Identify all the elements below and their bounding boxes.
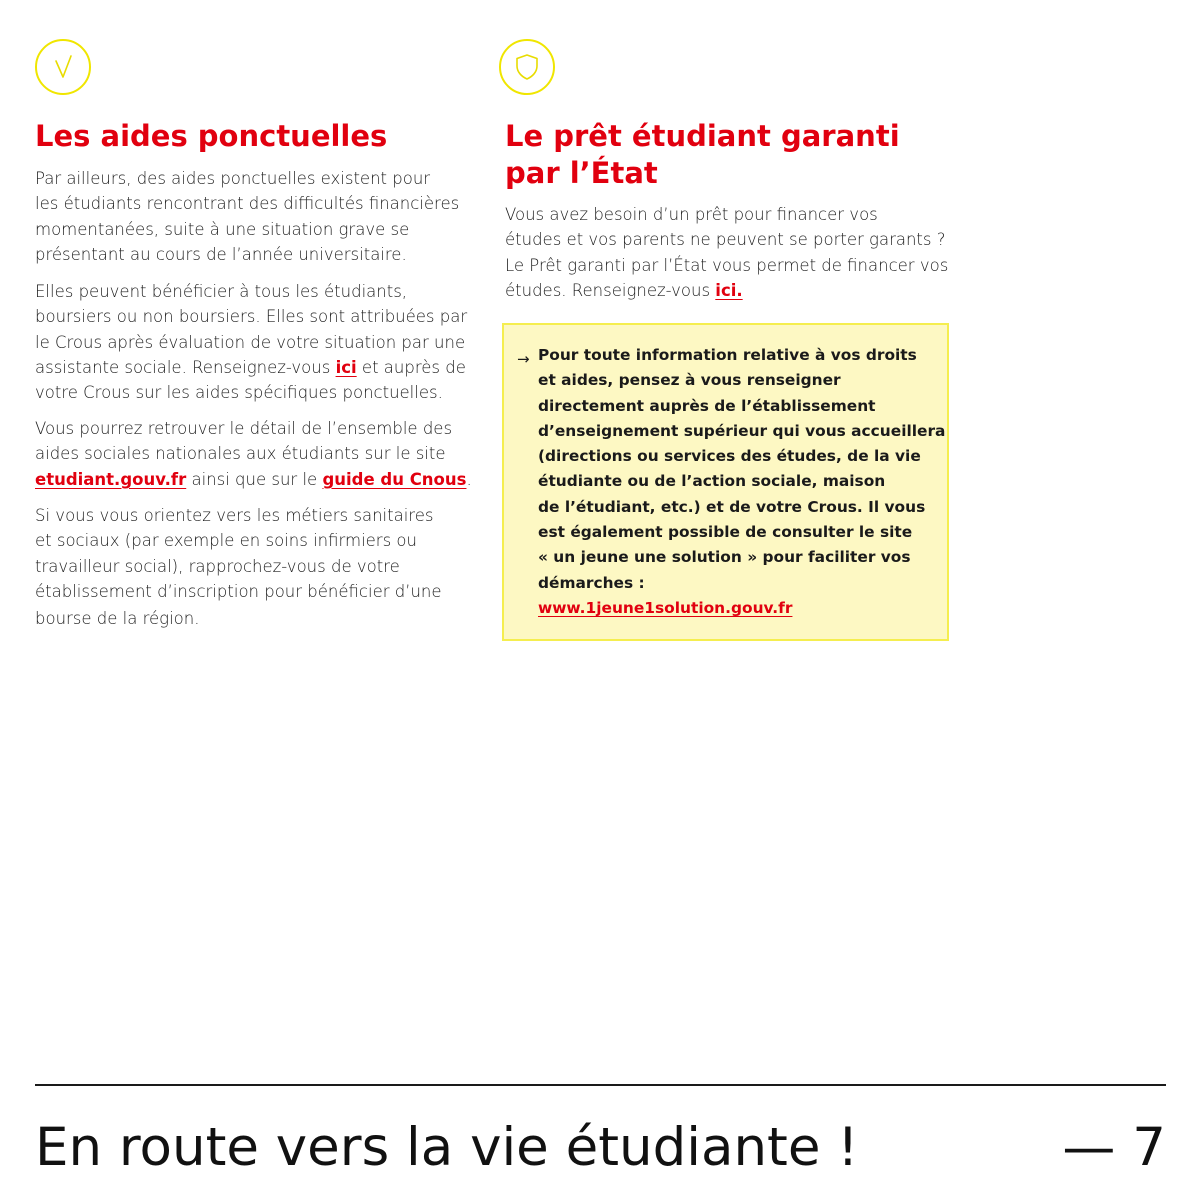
arrow-right-icon: → <box>517 350 530 368</box>
info-callout-box <box>502 323 949 641</box>
left-paragraph-4: Si vous vous orientez vers les métiers sanitaires et sociaux (par exemple en soins infirmiers ou travailleur social), rapprochez-vous de votre établissement d’inscription pour bénéficier d’une bourse de la région. <box>35 506 442 629</box>
checkmark-icon <box>35 39 91 95</box>
page-number: — 7 <box>1062 1117 1166 1178</box>
right-paragraph-1: Vous avez besoin d’un prêt pour financer vos études et vos parents ne peuvent se porter garants ? Le Prêt garanti par l’État vous permet de financer vos études. Renseignez-vous ici. <box>505 205 949 300</box>
etudiant-gouv-link[interactable]: etudiant.gouv.fr <box>35 469 187 489</box>
left-paragraph-3: Vous pourrez retrouver le détail de l’ensemble des aides sociales nationales aux étudiants sur le site etudiant.gouv.fr ainsi que sur le guide du Cnous. <box>35 419 472 489</box>
left-paragraph-2: Elles peuvent bénéficier à tous les étudiants, boursiers ou non boursiers. Elles sont attribuées par le Crous après évaluation de votre situation par une assistante sociale. Renseignez-vous ici et auprès de votre Crous sur les aides spécifiques ponctuelles. <box>35 282 468 403</box>
guide-cnous-link[interactable]: guide du Cnous <box>322 469 467 489</box>
left-heading: Les aides ponctuelles <box>35 119 388 153</box>
footer-divider <box>35 1084 1166 1086</box>
ici-link-pret[interactable]: ici. <box>715 280 743 300</box>
info-callout-text: Pour toute information relative à vos droits et aides, pensez à vous renseigner directement auprès de l’établissement d’enseignement supérieur qui vous accueillera (directions ou services des études, de la vie étudiante ou de l’action sociale, maison de l’étudiant, etc.) et de votre Crous. Il vous est également possible de consulter le site « un jeune une solution » pour faciliter vos démarches : www.1jeune1solution.gouv.fr <box>538 346 946 617</box>
footer-title: En route vers la vie étudiante ! <box>35 1117 859 1178</box>
shield-icon <box>499 39 555 95</box>
left-paragraph-1: Par ailleurs, des aides ponctuelles existent pour les étudiants rencontrant des difficultés financières momentanées, suite à une situation grave se présentant au cours de l’année universitaire. <box>35 169 460 264</box>
ici-link-aides[interactable]: ici <box>335 357 357 377</box>
right-heading: Le prêt étudiant garanti par l’État <box>505 119 900 190</box>
1jeune1solution-link[interactable]: www.1jeune1solution.gouv.fr <box>538 598 793 617</box>
